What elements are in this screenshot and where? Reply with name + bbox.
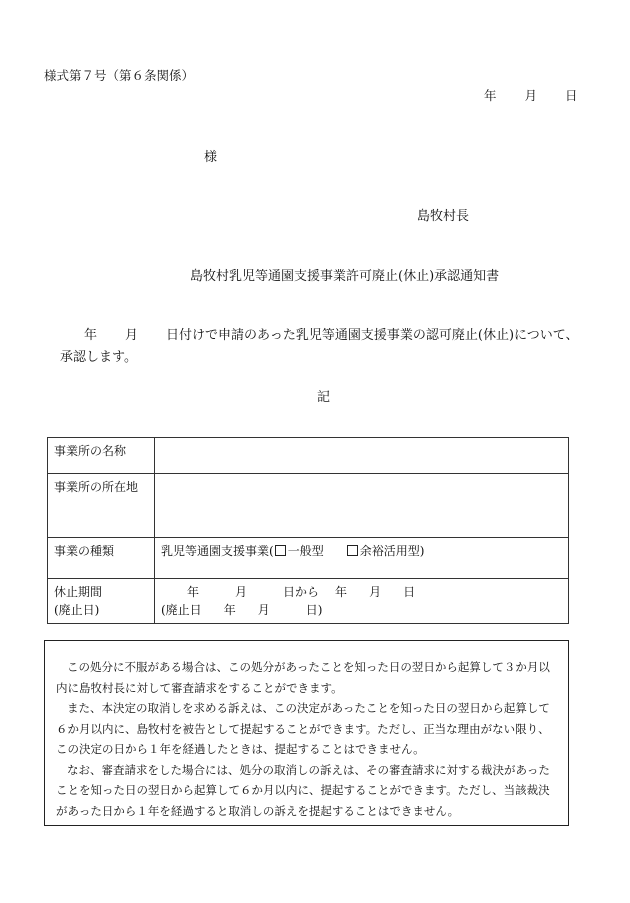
name-label: 事業所の名称	[48, 438, 155, 474]
period-from: 日から	[283, 585, 320, 599]
date-month: 月	[524, 88, 538, 103]
date-day: 日	[565, 88, 578, 103]
period-label-1: 休止期間	[54, 585, 103, 599]
period-label-2: (廃止日)	[54, 603, 100, 617]
body-year: 年	[84, 328, 98, 343]
issuer-name: 島牧村長	[417, 209, 470, 224]
period-value	[155, 579, 569, 624]
document-title: 島牧村乳児等通園支援事業許可廃止(休止)承認通知書	[190, 269, 500, 284]
date-year: 年	[484, 88, 497, 103]
period-year: 年	[187, 585, 200, 599]
body-text: 日付けで申請のあった乳児等通園支援事業の認可廃止(休止)について、	[166, 328, 579, 343]
details-table	[47, 437, 569, 624]
period-month: 月	[235, 585, 248, 599]
abolish-prefix: (廃止日	[161, 603, 202, 617]
notice-paragraph-1: この処分に不服がある場合は、この処分があったことを知った日の翌日から起算して３か月以内に島牧村長に対して審査請求をすることができます。	[56, 660, 550, 695]
period-day-2: 日	[403, 585, 416, 599]
abolish-year: 年	[223, 603, 236, 617]
abolish-line	[161, 601, 562, 619]
abolish-month: 月	[257, 603, 270, 617]
location-label: 事業所の所在地	[48, 474, 155, 538]
checkbox-surplus[interactable]	[347, 545, 358, 556]
checkbox-general[interactable]	[275, 545, 286, 556]
type-value	[155, 538, 569, 579]
period-month-2: 月	[369, 585, 382, 599]
location-value	[155, 474, 569, 538]
body-line-1	[84, 324, 579, 343]
appeal-notice-box	[44, 640, 569, 826]
form-number: 様式第７号（第６条関係）	[44, 68, 195, 83]
table-row	[48, 579, 569, 624]
type-suffix: )	[419, 544, 425, 558]
notice-paragraph-3: なお、審査請求をした場合には、処分の取消しの訴えは、その審査請求に対する裁決があったことを知った日の翌日から起算して６か月以内に、提起することができます。ただし、当該裁決があった日から１年を経過すると取消しの訴えを提起することはできません。	[56, 762, 550, 818]
period-line	[161, 583, 562, 601]
period-label	[48, 579, 155, 624]
addressee-suffix: 様	[204, 150, 218, 165]
name-value	[155, 438, 569, 474]
period-year-2: 年	[335, 585, 348, 599]
table-row	[48, 538, 569, 579]
type-option-surplus: 余裕活用型	[359, 544, 420, 558]
ki-heading: 記	[317, 390, 331, 405]
type-option-general: 一般型	[287, 544, 324, 558]
type-prefix: 乳児等通園支援事業(	[161, 544, 274, 558]
date-line	[484, 86, 578, 104]
abolish-day: 日)	[305, 603, 323, 617]
type-label: 事業の種類	[48, 538, 155, 579]
body-month: 月	[125, 328, 139, 343]
body-line-2: 承認します。	[60, 350, 137, 365]
table-row	[48, 438, 569, 474]
notice-paragraph-2: また、本決定の取消しを求める訴えは、この決定があったことを知った日の翌日から起算して６か月以内に、島牧村を被告として提起することができます。ただし、正当な理由がない限り、この決定の日から１年を経過したときは、提起することはできません。	[56, 701, 550, 756]
table-row	[48, 474, 569, 538]
